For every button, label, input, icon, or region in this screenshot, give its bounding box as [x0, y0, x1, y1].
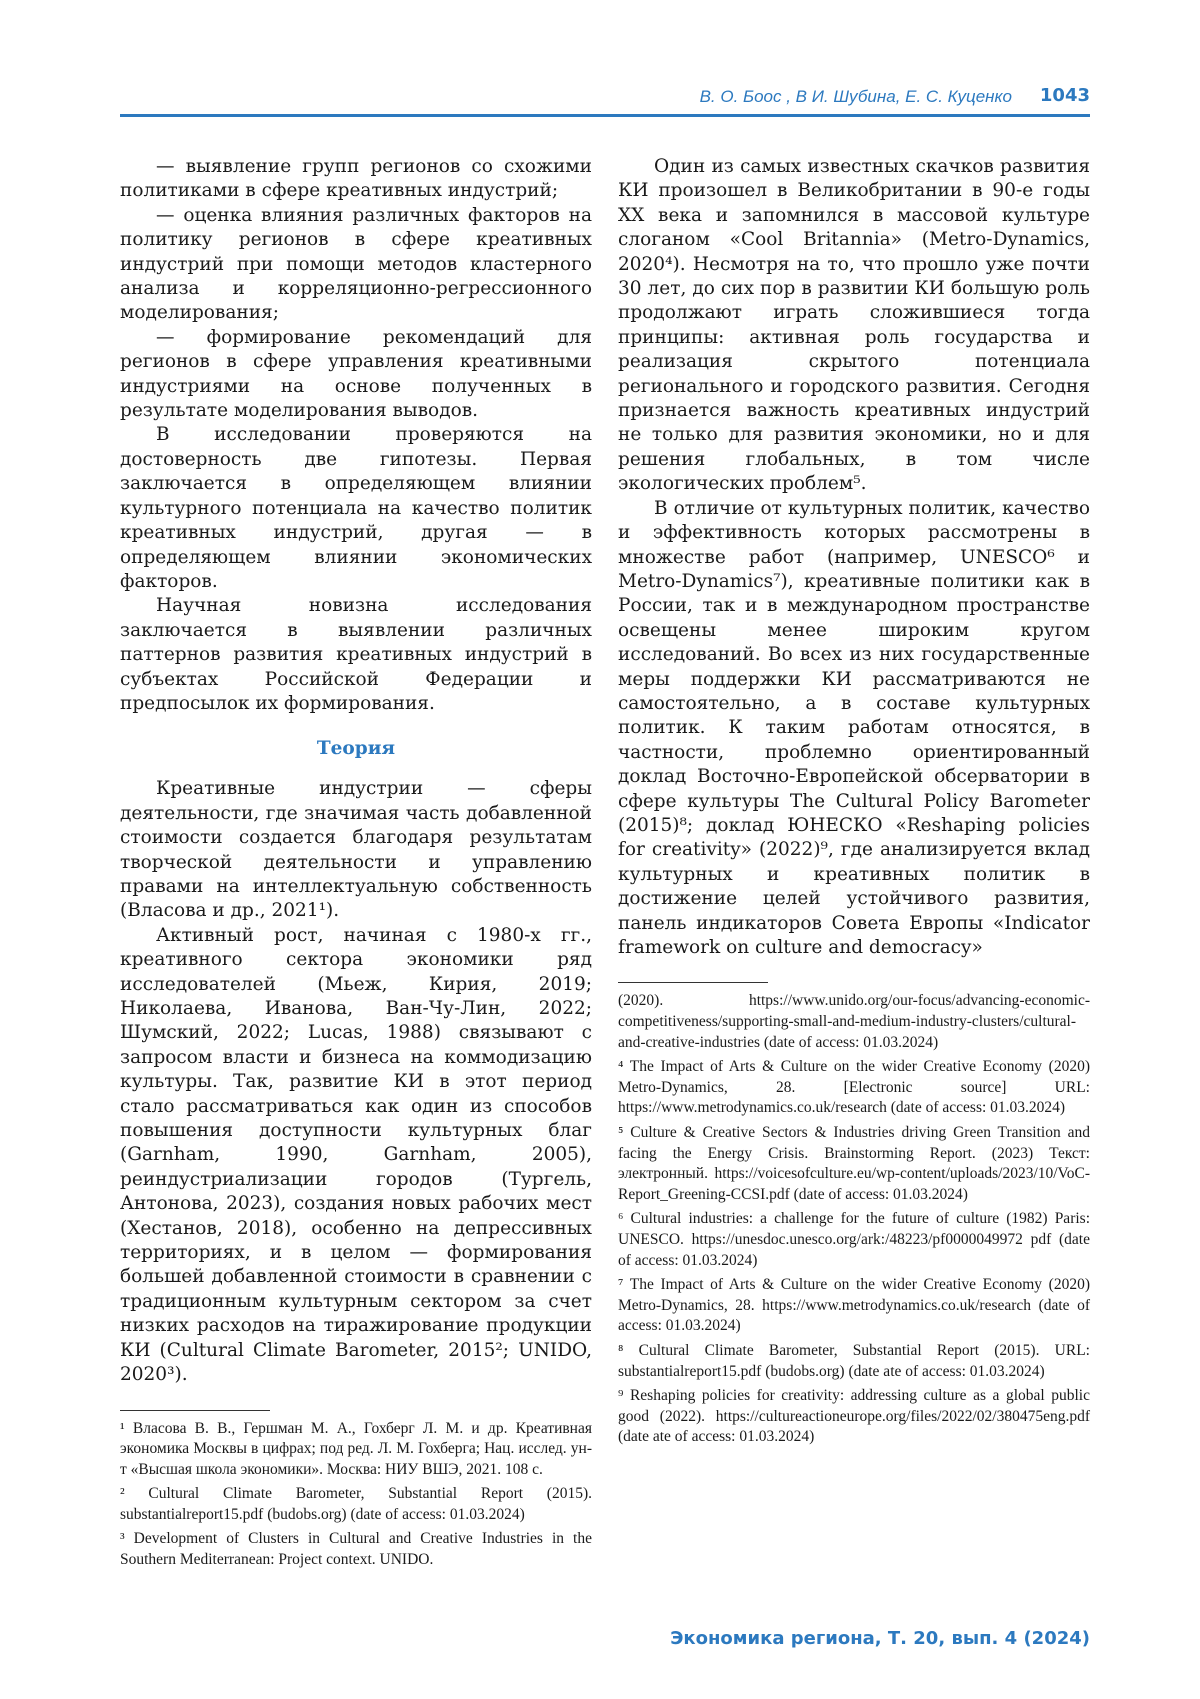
- footnote: ⁹ Reshaping policies for creativity: addressing culture as a global public good (2022). https://cultureactioneurope.org/files/2022/02/380475eng.pdf (date ate of access: 01.03.2024): [618, 1387, 1090, 1446]
- journal-footer: Экономика региона, Т. 20, вып. 4 (2024): [670, 1628, 1090, 1649]
- left-footnotes: [120, 1419, 592, 1571]
- footnote: ³ Development of Clusters in Cultural and Creative Industries in the Southern Mediterranean: Project context. UNIDO.: [120, 1530, 592, 1569]
- page-number: 1043: [1039, 85, 1090, 106]
- footnote-rule: [120, 1410, 270, 1411]
- footnote: (2020). https://www.unido.org/our-focus/advancing-economic-competitiveness/supporting-small-and-medium-industry-clusters/cultural-and-creative-industries (date of access: 01.03.2024): [618, 992, 1090, 1051]
- right-column: [618, 155, 1090, 1452]
- paragraph: — оценка влияния различных факторов на политику регионов в сфере креативных индустрий при помощи методов кластерного анализа и корреляционно-регрессионного моделирования;: [120, 204, 592, 324]
- paragraph: Научная новизна исследования заключается в выявлении различных паттернов развития креативных индустрий в субъектах Российской Федерации и предпосылок их формирования.: [120, 595, 592, 714]
- footnote: ⁷ The Impact of Arts & Culture on the wider Creative Economy (2020) Metro-Dynamics, 28. https://www.metrodynamics.co.uk/research (date of access: 01.03.2024): [618, 1276, 1090, 1335]
- paragraph: — выявление групп регионов со схожими политиками в сфере креативных индустрий;: [120, 156, 592, 202]
- footnote: ⁶ Cultural industries: a challenge for the future of culture (1982) Paris: UNESCO. https://unesdoc.unesco.org/ark:/48223/pf0000049972 pdf (date of access: 01.03.2024): [618, 1210, 1090, 1269]
- footnote: ⁴ The Impact of Arts & Culture on the wider Creative Economy (2020) Metro-Dynamics, 28. [Electronic source] URL: https://www.metrodynamics.co.uk/research (date of access: 01.03.2024): [618, 1058, 1090, 1117]
- paragraph: Креативные индустрии — сферы деятельности, где значимая часть добавленной стоимости создается благодаря результатам творческой деятельности и управлению правами на интеллектуальную собственность (Власова и др., 2021¹).: [120, 778, 592, 922]
- footnote: ² Cultural Climate Barometer, Substantial Report (2015). substantialreport15.pdf (budobs.org) (date of access: 01.03.2024): [120, 1485, 592, 1523]
- section-heading: Теория: [316, 738, 396, 760]
- footnote: ⁸ Cultural Climate Barometer, Substantial Report (2015). URL: substantialreport15.pdf (budobs.org) (date ate of access: 01.03.2024): [618, 1341, 1090, 1380]
- paragraph: — формирование рекомендаций для регионов в сфере управления креативными индустриями на основе полученных в результате моделирования выводов.: [120, 326, 592, 422]
- running-header: [120, 84, 1090, 116]
- right-footnotes: [618, 991, 1090, 1447]
- paragraph: В отличие от культурных политик, качество и эффективность которых рассмотрены в множестве работ (например, UNESCO⁶ и Metro-Dynamics⁷), креативные политики как в России, так и в международном пространстве освещены менее широким кругом исследований. Во всех из них государственные меры поддержки КИ рассматриваются не самостоятельно, а в составе культурных политик. К таким работам относятся, в частности, проблемно ориентированный доклад Восточно-Европейской обсерватории в сфере культуры The Cultural Policy Barometer (2015)⁸; доклад ЮНЕСКО «Reshaping policies for creativity» (2022)⁹, где анализируется вклад культурных и креативных политик в достижение целей устойчивого развития, панель индикаторов Совета Европы «Indicator framework on culture and democracy»: [618, 497, 1090, 958]
- paragraph: В исследовании проверяются на достоверность две гипотезы. Первая заключается в определяющем влиянии культурного потенциала на качество политик креативных индустрий, другая — в определяющем влиянии экономических факторов.: [120, 424, 592, 592]
- paragraph: Активный рост, начиная с 1980-х гг., креативного сектора экономики ряд исследователей (Мьеж, Кирия, 2019; Николаева, Иванова, Ван-Чу-Лин, 2022; Шумский, 2022; Lucas, 1988) связывают с запросом власти и бизнеса на коммодизацию культуры. Так, развитие КИ в этот период стало рассматриваться как один из способов повышения доступности культурных благ (Garnham, 1990, Garnham, 2005), реиндустриализации городов (Тургель, Антонова, 2023), создания новых рабочих мест (Хестанов, 2018), особенно на депрессивных территориях, и в целом — формирования большей добавленной стоимости в сравнении с традиционным культурным сектором за счет низких расходов на тиражирование продукции КИ (Cultural Climate Barometer, 2015²; UNIDO, 2020³).: [120, 924, 592, 1386]
- footnote-rule: [618, 982, 768, 983]
- header-rule: [120, 114, 1090, 117]
- header-authors: В. О. Боос , В И. Шубина, Е. С. Куценко: [699, 87, 1012, 106]
- footnote: ⁵ Culture & Creative Sectors & Industries driving Green Transition and facing the Energy Crisis. Brainstorming Report. (2023) Текст: электронный. https://voicesofculture.eu/wp-content/uploads/2023/10/VoC-Report_Greening-CCSI.pdf (date of access: 01.03.2024): [618, 1123, 1090, 1203]
- left-body-2: [120, 777, 592, 1387]
- footnote: ¹ Власова В. В., Гершман М. А., Гохберг Л. М. и др. Креативная экономика Москвы в цифрах; под ред. Л. М. Гохберга; Нац. исслед. ун-т «Высшая школа экономики». Москва: НИУ ВШЭ, 2021. 108 с.: [120, 1419, 592, 1478]
- left-column: [120, 155, 592, 1575]
- right-body: [618, 155, 1090, 960]
- left-body: [120, 155, 592, 716]
- paragraph: Один из самых известных скачков развития КИ произошел в Великобритании в 90-е годы XX века и запомнился в массовой культуре слоганом «Cool Britannia» (Metro-Dynamics, 2020⁴). Несмотря на то, что прошло уже почти 30 лет, до сих пор в развитии КИ большую роль продолжают играть сложившиеся тогда принципы: активная роль государства и реализация скрытого потенциала регионального и городского развития. Сегодня признается важность креативных индустрий не только для развития экономики, но и для решения глобальных, в том числе экологических проблем⁵.: [618, 156, 1090, 495]
